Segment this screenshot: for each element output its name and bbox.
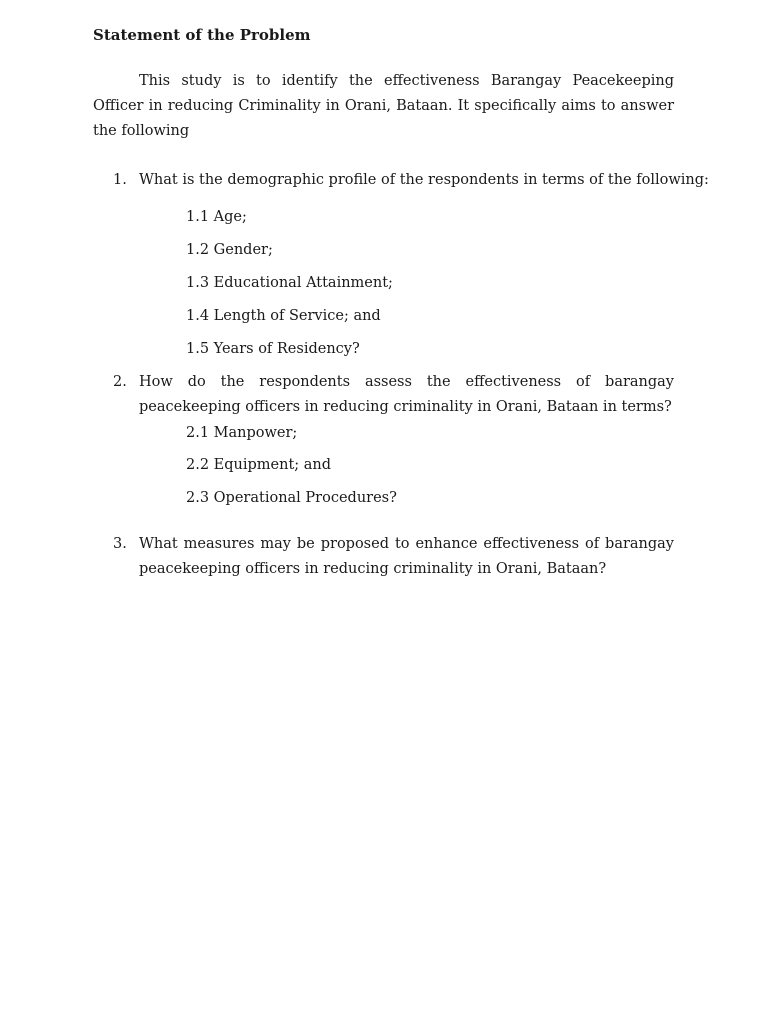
subitem: 2.2 Equipment; and (186, 457, 332, 473)
question-text: What measures may be proposed to enhance effectiveness of barangay peacekeeping officers in reducing criminality in Orani, Bataan? (139, 536, 674, 577)
question-text: How do the respondents assess the effectiveness of barangay peacekeeping officers in reducing criminality in Orani, Bataan in terms? (139, 374, 674, 415)
subitem: 1.1 Age; (186, 209, 247, 225)
subitem: 1.3 Educational Attainment; (186, 275, 393, 291)
intro-paragraph: This study is to identify the effectiveness Barangay Peacekeeping Officer in reducing Criminality in Orani, Bataan. It specifically aims to answer the following (93, 73, 674, 139)
subitem: 1.5 Years of Residency? (186, 341, 360, 357)
question-number: 1. (113, 172, 127, 188)
subitem: 1.2 Gender; (186, 242, 273, 258)
subitem: 2.3 Operational Procedures? (186, 490, 397, 506)
question-text: What is the demographic profile of the respondents in terms of the following: (139, 172, 709, 188)
subitem: 1.4 Length of Service; and (186, 308, 381, 324)
subitem: 2.1 Manpower; (186, 425, 298, 441)
question-number: 3. (113, 536, 127, 552)
question-number: 2. (113, 374, 127, 390)
section-heading: Statement of the Problem (93, 26, 311, 44)
